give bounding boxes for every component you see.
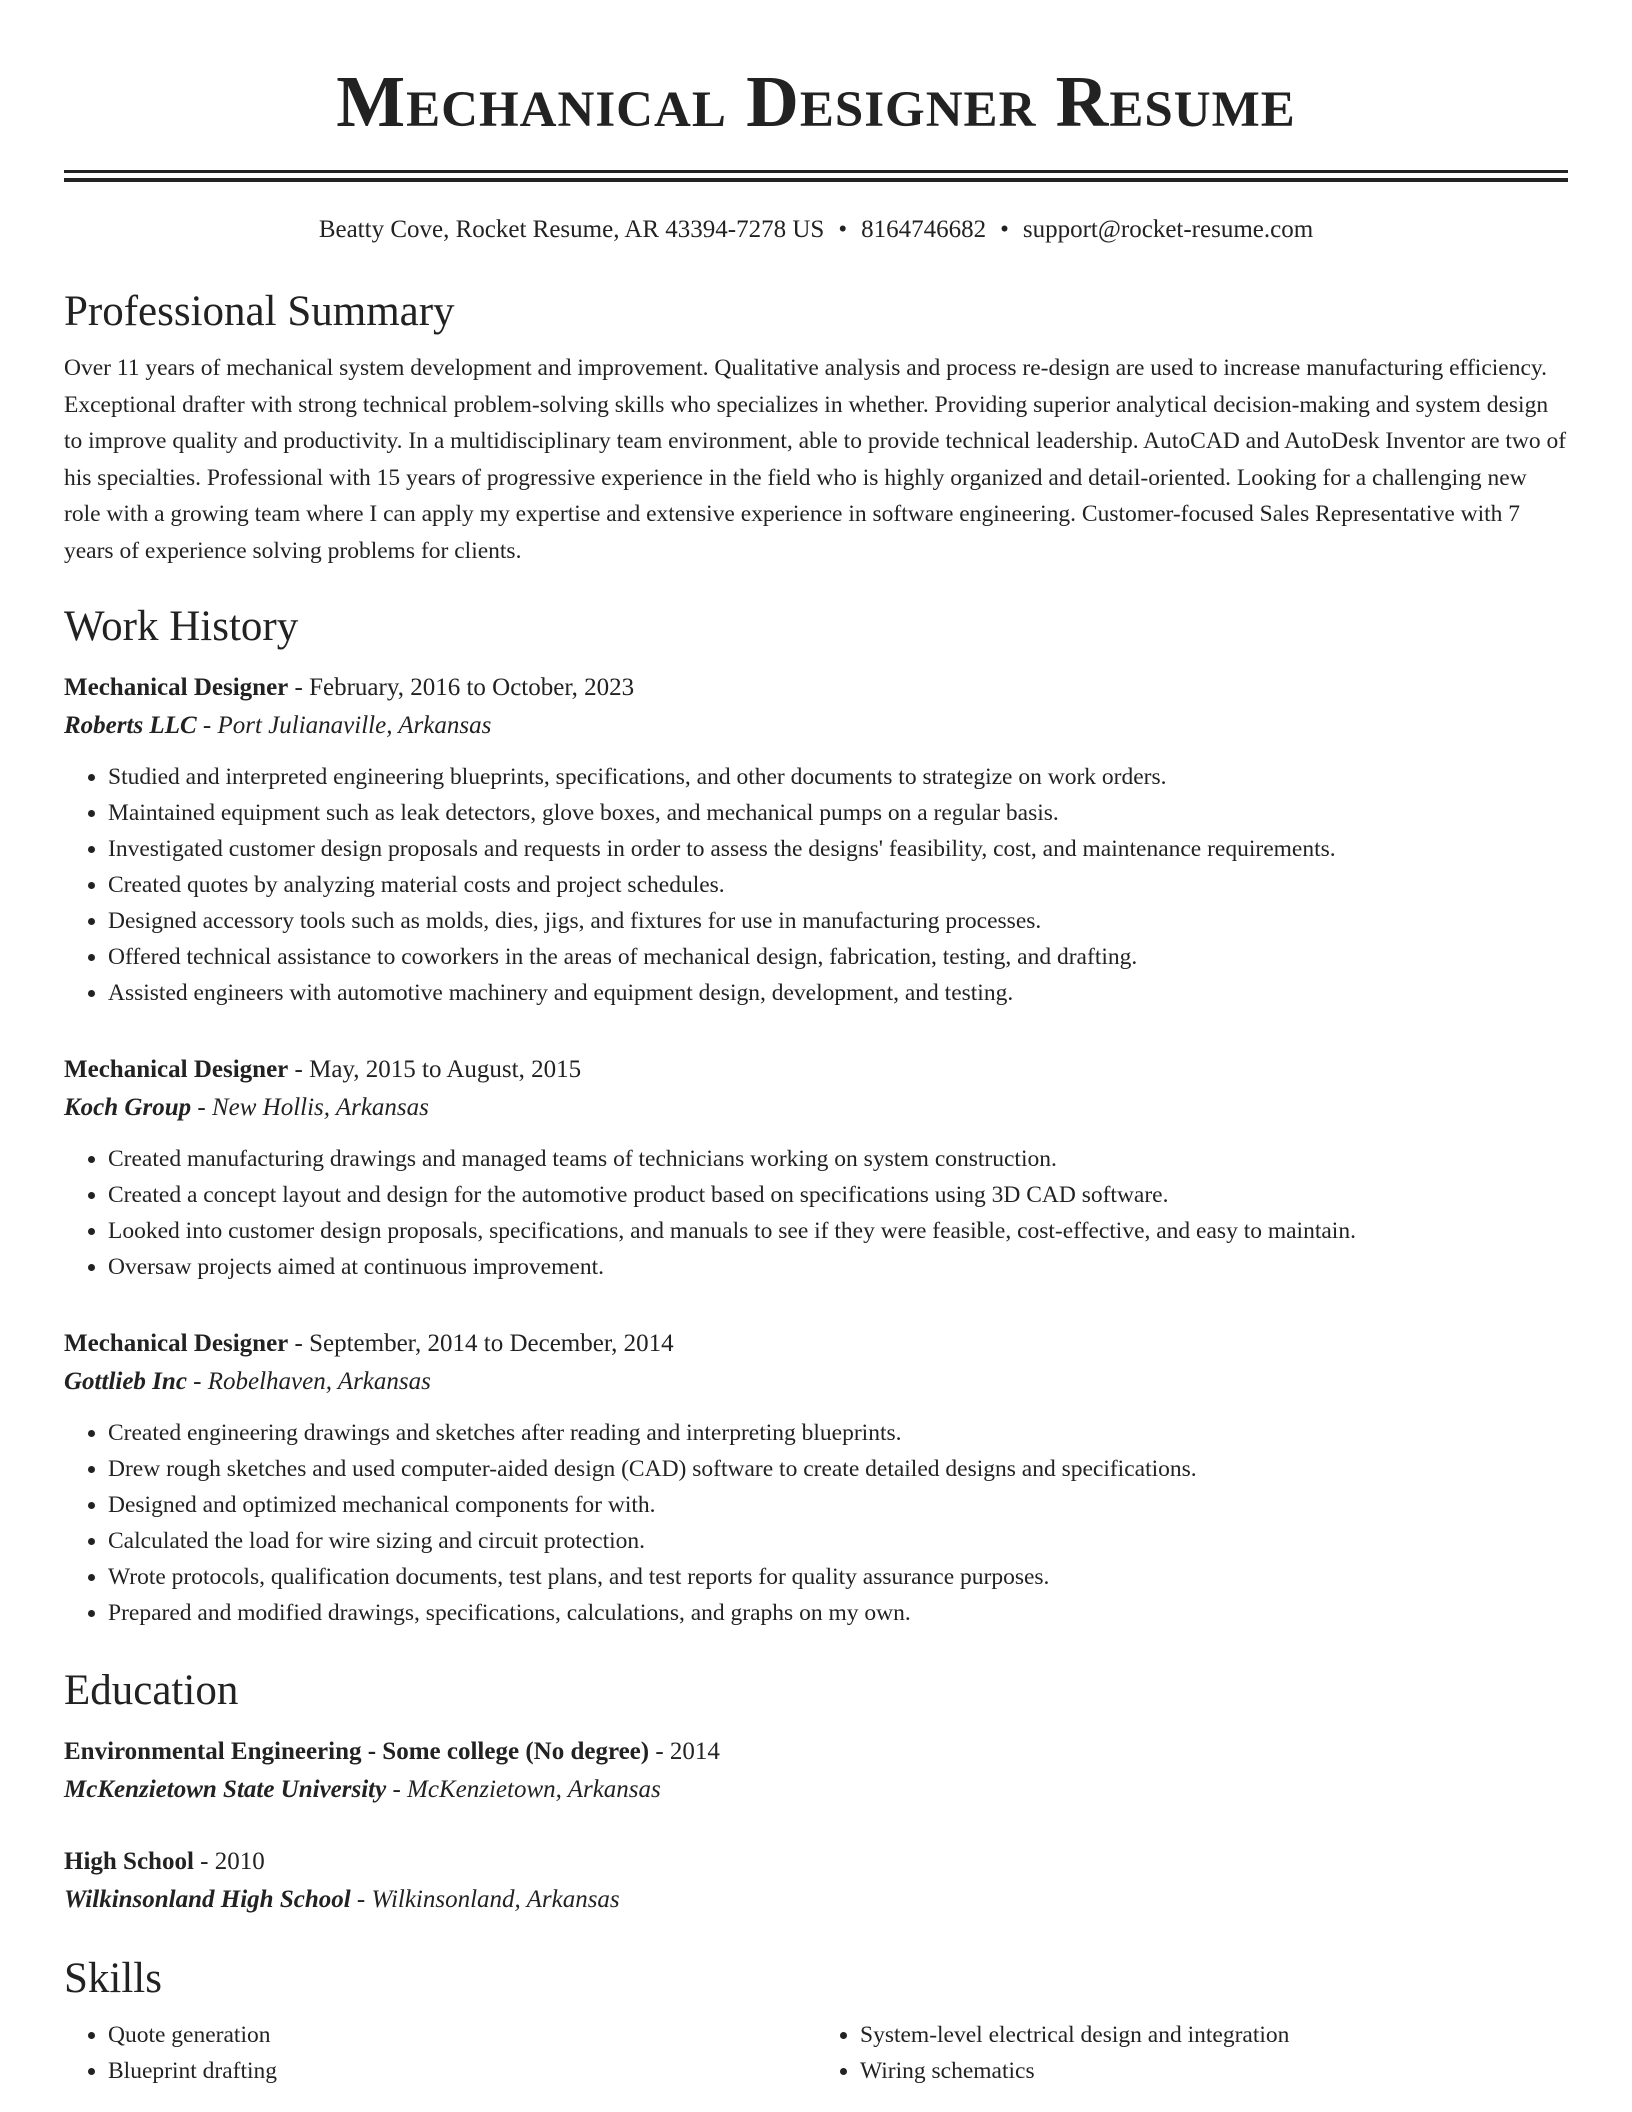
job-duties-list: [64, 1415, 1568, 1631]
job-title: Mechanical Designer: [64, 1056, 289, 1083]
job-dates: - February, 2016 to October, 2023: [288, 674, 635, 701]
skills-column-left: [64, 2017, 816, 2089]
job-header: [64, 1051, 1568, 1089]
job-duties-list: [64, 1141, 1568, 1285]
education-year: - 2014: [649, 1738, 720, 1765]
summary-text: Over 11 years of mechanical system development and improvement. Qualitative analysis and process re-design are used to increase manufacturing efficiency. Exceptional drafter with strong technical problem-solving skills who specializes in whether. Providing superior analytical decision-making and system design to improve quality and productivity. In a multidisciplinary team environment, able to provide technical leadership. AutoCAD and AutoDesk Inventor are two of his specialties. Professional with 15 years of progressive experience in the field who is highly organized and detail-oriented. Looking for a challenging new role with a growing team where I can apply my expertise and extensive experience in software engineering. Customer-focused Sales Representative with 7 years of experience solving problems for clients.: [64, 355, 1567, 564]
job-duty: • Created manufacturing drawings and managed teams of technicians working on system construction.: [108, 1141, 1568, 1177]
education-entry: [64, 1733, 1568, 1809]
school-location: - McKenzietown, Arkansas: [386, 1776, 661, 1803]
job-duties-list: [64, 759, 1568, 1011]
job-duty: • Designed and optimized mechanical components for with.: [108, 1487, 1568, 1523]
contact-separator: •: [1000, 216, 1009, 243]
job-duty: • Calculated the load for wire sizing and circuit protection.: [108, 1523, 1568, 1559]
section-heading-work-history: Work History: [64, 603, 299, 650]
contact-email: support@rocket-resume.com: [1022, 216, 1314, 243]
title-divider: [64, 170, 1568, 182]
company-name: Koch Group: [64, 1094, 192, 1121]
section-heading-summary: Professional Summary: [64, 288, 455, 335]
contact-address: Beatty Cove, Rocket Resume, AR 43394-7278 US: [318, 216, 825, 243]
job-header: [64, 1325, 1568, 1363]
job-duty: • Drew rough sketches and used computer-aided design (CAD) software to create detailed designs and specifications.: [108, 1451, 1568, 1487]
job-duty: • Assisted engineers with automotive machinery and equipment design, development, and testing.: [108, 975, 1568, 1011]
job-duty: • Designed accessory tools such as molds, dies, jigs, and fixtures for use in manufacturing processes.: [108, 903, 1568, 939]
job-entry: [64, 669, 1568, 1011]
school-location: - Wilkinsonland, Arkansas: [350, 1886, 620, 1913]
job-duty: • Offered technical assistance to coworkers in the areas of mechanical design, fabrication, testing, and drafting.: [108, 939, 1568, 975]
section-heading-skills: Skills: [64, 1955, 162, 2002]
company-location: - New Hollis, Arkansas: [191, 1094, 429, 1121]
job-duty: • Investigated customer design proposals and requests in order to assess the designs' feasibility, cost, and maintenance requirements.: [108, 831, 1568, 867]
skills-list: [816, 2017, 1568, 2089]
job-duty: • Oversaw projects aimed at continuous improvement.: [108, 1249, 1568, 1285]
company-line: [64, 1363, 1568, 1401]
education-header: [64, 1843, 1568, 1881]
job-duty: • Created quotes by analyzing material costs and project schedules.: [108, 867, 1568, 903]
school-name: Wilkinsonland High School: [64, 1886, 351, 1913]
skills-grid: [64, 2017, 1568, 2089]
education-year: - 2010: [193, 1848, 265, 1875]
school-line: [64, 1881, 1568, 1919]
resume-title: Mechanical Designer Resume: [336, 61, 1296, 142]
education-entry: [64, 1843, 1568, 1919]
company-line: [64, 1089, 1568, 1127]
skill-item: • Blueprint drafting: [108, 2053, 816, 2089]
contact-separator: •: [838, 216, 848, 243]
company-name: Gottlieb Inc: [64, 1368, 187, 1395]
job-duty: • Prepared and modified drawings, specifications, calculations, and graphs on my own.: [108, 1595, 1568, 1631]
skills-list: [64, 2017, 816, 2089]
skill-item: • Wiring schematics: [860, 2053, 1568, 2089]
education-header: [64, 1733, 1568, 1771]
school-line: [64, 1771, 1568, 1809]
education-degree: Environmental Engineering - Some college (No degree): [64, 1738, 650, 1765]
job-header: [64, 669, 1568, 707]
company-name: Roberts LLC: [64, 712, 197, 739]
job-duty: • Studied and interpreted engineering blueprints, specifications, and other documents to strategize on work orders.: [108, 759, 1568, 795]
job-dates: - May, 2015 to August, 2015: [288, 1056, 582, 1083]
education-degree: High School: [64, 1848, 194, 1875]
skills-column-right: [816, 2017, 1568, 2089]
company-line: [64, 707, 1568, 745]
contact-phone: 8164746682: [861, 216, 987, 243]
job-title: Mechanical Designer: [64, 674, 289, 701]
job-dates: - September, 2014 to December, 2014: [288, 1330, 674, 1357]
contact-line: [64, 214, 1568, 246]
job-entry: [64, 1051, 1568, 1285]
skill-item: • Quote generation: [108, 2017, 816, 2053]
job-duty: • Wrote protocols, qualification documents, test plans, and test reports for quality assurance purposes.: [108, 1559, 1568, 1595]
skill-item: • System-level electrical design and integration: [860, 2017, 1568, 2053]
school-name: McKenzietown State University: [64, 1776, 387, 1803]
job-duty: • Looked into customer design proposals, specifications, and manuals to see if they were feasible, cost-effective, and easy to maintain.: [108, 1213, 1568, 1249]
job-duty: • Created a concept layout and design for the automotive product based on specifications using 3D CAD software.: [108, 1177, 1568, 1213]
job-title: Mechanical Designer: [64, 1330, 289, 1357]
job-entry: [64, 1325, 1568, 1631]
company-location: - Robelhaven, Arkansas: [186, 1368, 431, 1395]
job-duty: • Maintained equipment such as leak detectors, glove boxes, and mechanical pumps on a regular basis.: [108, 795, 1568, 831]
section-heading-education: Education: [64, 1667, 239, 1714]
company-location: - Port Julianaville, Arkansas: [196, 712, 492, 739]
job-duty: • Created engineering drawings and sketches after reading and interpreting blueprints.: [108, 1415, 1568, 1451]
